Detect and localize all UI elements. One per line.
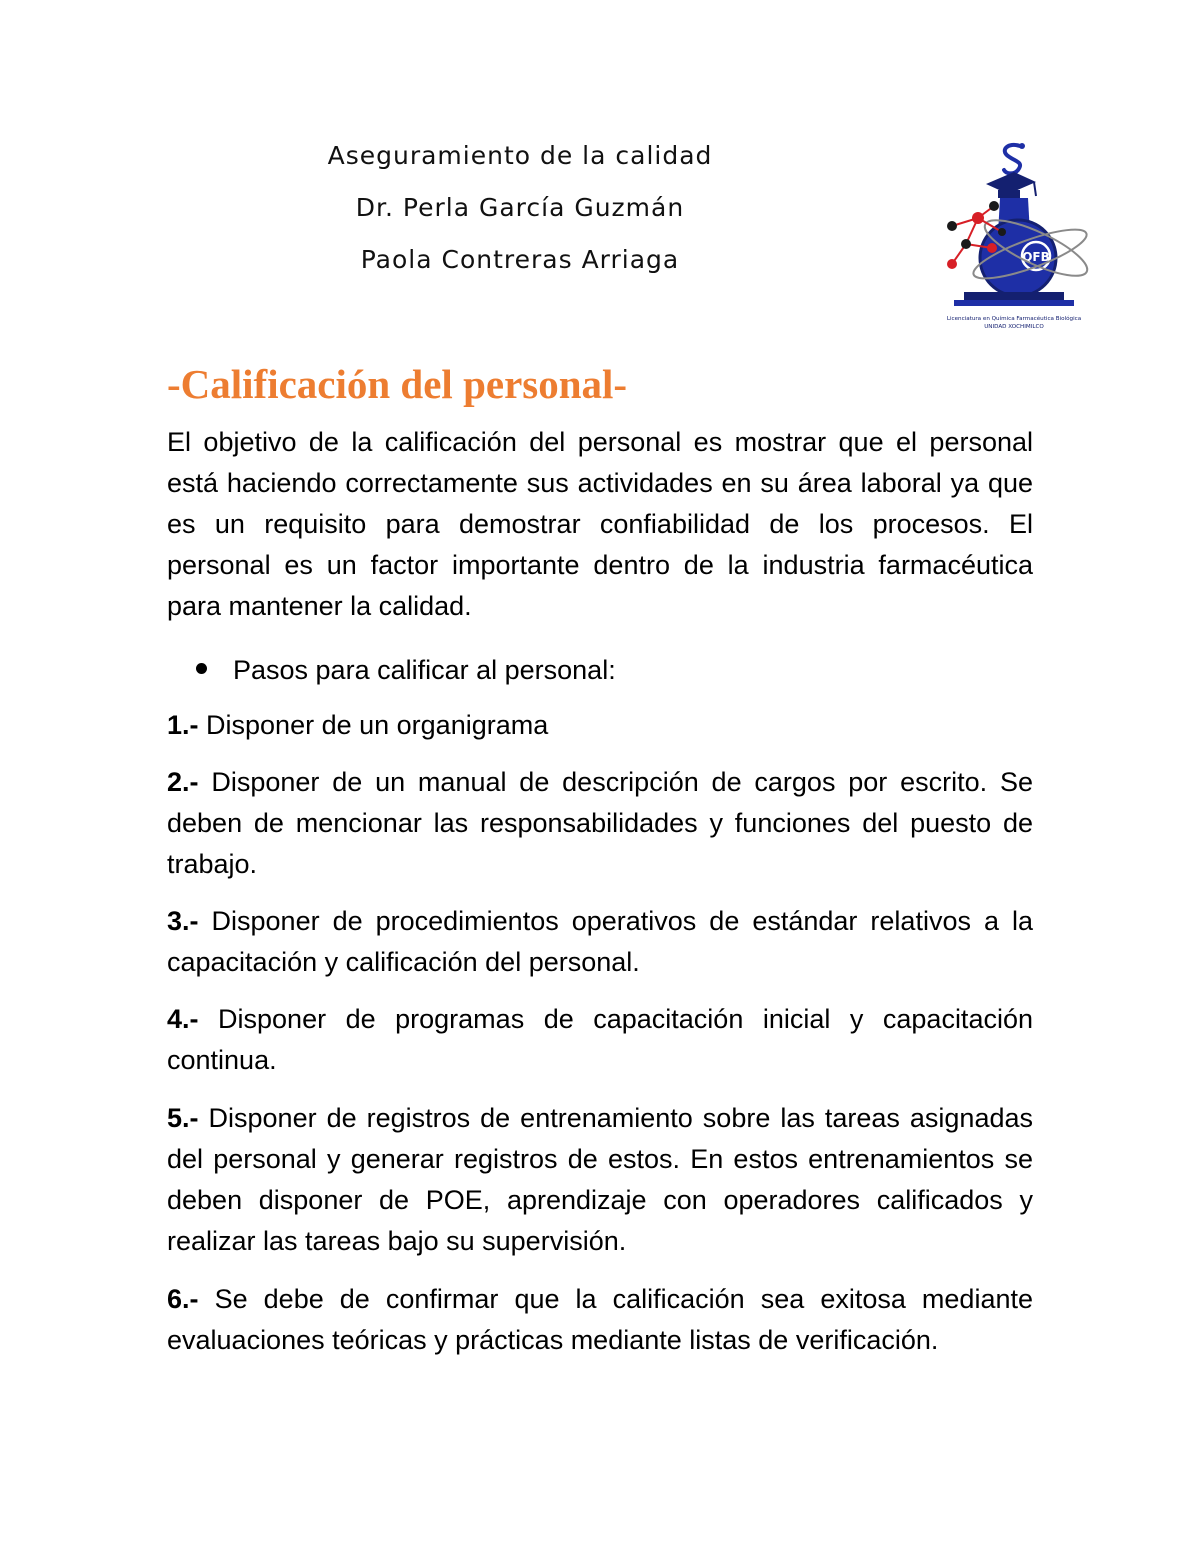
- step-number: 3.-: [167, 906, 199, 936]
- logo-caption-line2: UNIDAD XOCHIMILCO: [984, 324, 1044, 330]
- step-text: Disponer de un manual de descripción de cargos por escrito. Se deben de mencionar las responsabilidades y funciones del puesto de trabajo.: [167, 767, 1033, 879]
- step-number: 2.-: [167, 767, 199, 797]
- university-chemistry-logo-icon: [938, 136, 1098, 348]
- step-3: [167, 901, 1033, 983]
- teacher-name: Dr. Perla García Guzmán: [355, 193, 685, 222]
- step-5: [167, 1098, 1033, 1262]
- step-number: 5.-: [167, 1103, 199, 1133]
- step-6: [167, 1279, 1033, 1361]
- step-text: Disponer de procedimientos operativos de estándar relativos a la capacitación y calificación del personal.: [167, 906, 1033, 977]
- bullet-dot-icon: [196, 663, 207, 674]
- bullet-item: [196, 650, 616, 691]
- step-4: [167, 999, 1033, 1081]
- step-1: [167, 705, 1033, 746]
- step-text: Disponer de un organigrama: [206, 710, 549, 740]
- step-number: 4.-: [167, 1004, 199, 1034]
- intro-paragraph: El objetivo de la calificación del personal es mostrar que el personal está haciendo correctamente sus actividades en su área laboral ya que es un requisito para demostrar confiabilidad de los procesos. El personal es un factor importante dentro de la industria farmacéutica para mantener la calidad.: [167, 427, 1033, 621]
- step-text: Disponer de programas de capacitación inicial y capacitación continua.: [167, 1004, 1033, 1075]
- logo-caption-line1: Licenciatura en Química Farmacéutica Biológica: [946, 316, 1082, 322]
- step-text: Disponer de registros de entrenamiento sobre las tareas asignadas del personal y generar registros de estos. En estos entrenamientos se deben disponer de POE, aprendizaje con operadores calificados y realizar las tareas bajo su supervisión.: [167, 1103, 1033, 1256]
- step-number: 1.-: [167, 710, 199, 740]
- svg-text:QFB: QFB: [1022, 250, 1050, 264]
- section-title: -Calificación del personal-: [167, 361, 628, 407]
- step-number: 6.-: [167, 1284, 199, 1314]
- step-2: [167, 762, 1033, 885]
- student-name: Paola Contreras Arriaga: [360, 245, 680, 274]
- step-text: Se debe de confirmar que la calificación sea exitosa mediante evaluaciones teóricas y prácticas mediante listas de verificación.: [167, 1284, 1033, 1355]
- course-title: Aseguramiento de la calidad: [327, 141, 713, 170]
- bullet-text: Pasos para calificar al personal:: [233, 655, 616, 685]
